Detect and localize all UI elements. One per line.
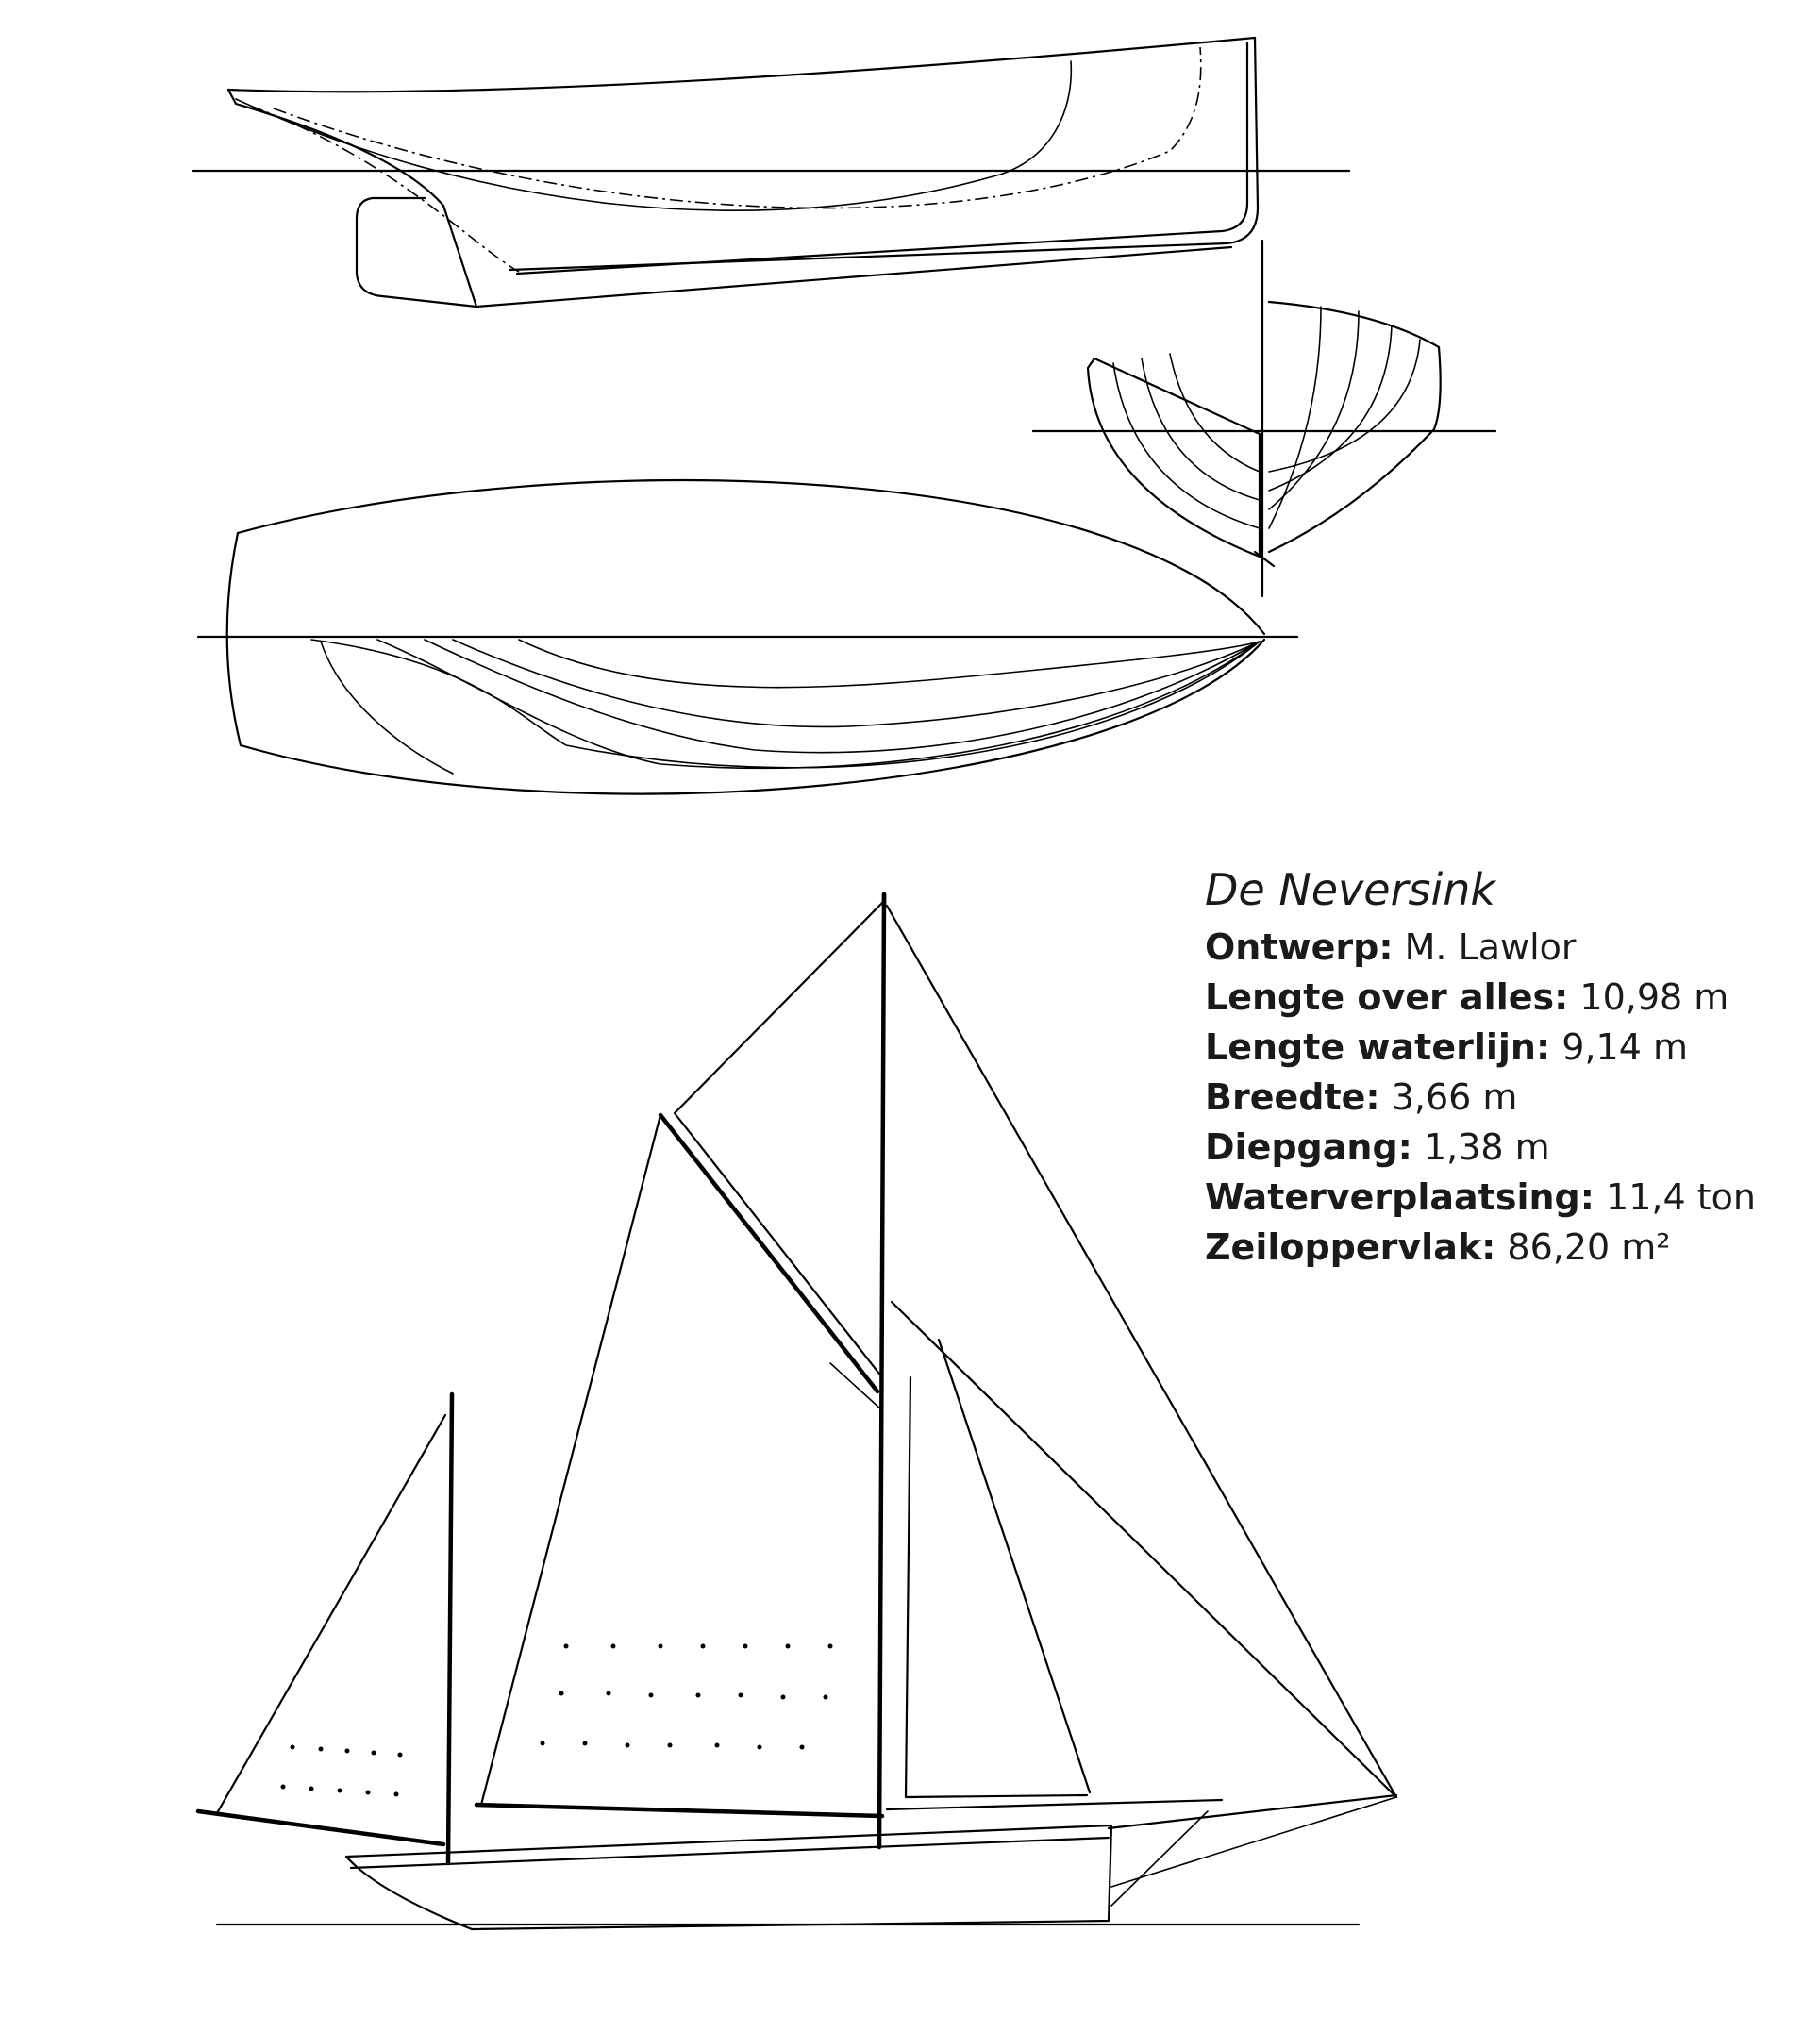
mizzen-reef-points [281,1745,403,1797]
plan-transom [227,533,241,745]
plan-waterline-5 [519,640,1260,688]
spec-label: Ontwerp: [1205,926,1394,968]
profile-stem-inner [517,42,1247,274]
spec-label: Waterverplaatsing: [1205,1176,1595,1218]
body-plan-forward-outline [1269,302,1441,552]
hull-profile-view [193,38,1349,307]
main-gaff [660,1115,877,1391]
plan-waterline-6 [321,642,453,774]
spec-label: Diepgang: [1205,1126,1412,1168]
plan-waterline-4 [453,640,1260,726]
plan-deck-outline-upper [238,480,1264,634]
boat-name-title: De Neversink [1205,864,1496,915]
body-plan-forward-section-1 [1269,307,1321,528]
spec-value: 9,14 m [1561,1026,1688,1068]
staysail-inner [906,1377,1087,1797]
body-plan-aft-section-2 [1142,358,1260,500]
jib [892,1302,1396,1797]
body-plan-forward-section-3 [1269,325,1392,491]
body-plan-forward-section-2 [1269,311,1359,509]
spec-label: Lengte over alles: [1205,976,1569,1018]
main-topsail [675,901,884,1377]
plan-waterline-3 [425,640,1260,753]
spec-value: 11,4 ton [1606,1176,1756,1218]
body-plan-aft-section-1 [1113,363,1260,528]
profile-buttock-2 [250,106,519,272]
staysail-outer [939,1340,1090,1792]
plan-waterline-1 [311,640,1260,768]
spec-value: 10,98 m [1579,976,1729,1018]
plan-waterline-2 [377,640,1260,768]
body-plan-view [1033,241,1495,596]
spec-value: M. Lawlor [1404,926,1577,968]
mizzen-sail [217,1415,445,1844]
body-plan-keel [1255,552,1274,566]
spec-row [1205,1023,1809,1073]
main-mast [879,894,884,1847]
hull-sheer-inner [351,1838,1109,1868]
mainsail-reef-points [541,1644,833,1750]
spec-label: Breedte: [1205,1076,1380,1118]
spec-value: 86,20 m² [1507,1226,1671,1268]
profile-sheer-line [228,38,1255,92]
spec-label: Lengte waterlijn: [1205,1026,1551,1068]
spec-value: 3,66 m [1391,1076,1518,1118]
spec-row [1205,973,1809,1023]
profile-buttock-3 [274,47,1201,208]
spec-value: 1,38 m [1423,1126,1550,1168]
bowsprit [1109,1795,1396,1828]
body-plan-forward-section-4 [1269,340,1420,472]
mizzen-boom [198,1811,443,1844]
hull-side-outline [346,1825,1111,1929]
spec-label: Zeiloppervlak: [1205,1226,1496,1268]
spec-row [1205,1223,1809,1273]
main-boom [476,1805,882,1816]
spec-row [1205,1123,1809,1173]
spec-row [1205,1173,1809,1223]
hull-plan-view [198,480,1297,793]
specifications-block [1205,860,1809,1273]
jib-foot [887,1800,1222,1809]
spec-row [1205,1073,1809,1123]
mizzen-mast [448,1394,452,1863]
spec-row [1205,923,1809,973]
mainsail-luff-leech [481,1115,660,1805]
